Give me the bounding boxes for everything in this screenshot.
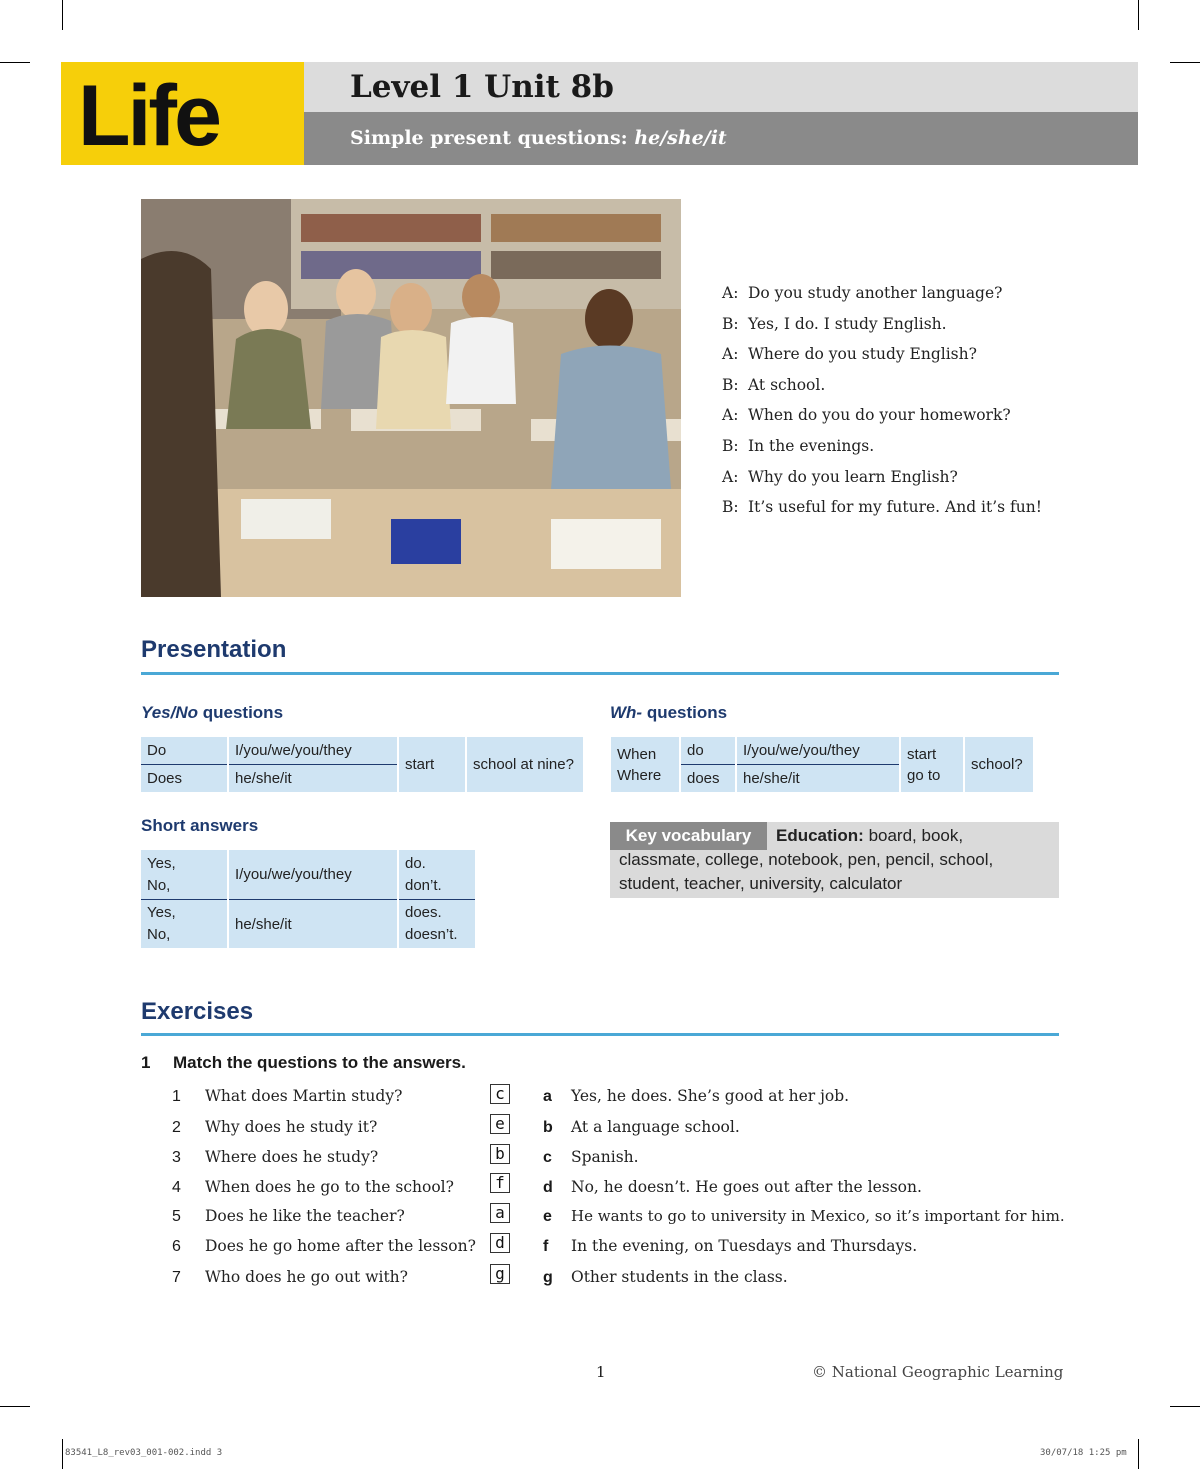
crop-mark bbox=[1138, 1439, 1139, 1469]
dialogue-line: A: Why do you learn English? bbox=[722, 468, 958, 486]
answer-box[interactable]: g bbox=[490, 1264, 510, 1284]
question-number: 2 bbox=[172, 1119, 181, 1136]
answer-text: At a language school. bbox=[571, 1118, 740, 1136]
answer-text: He wants to go to university in Mexico, so it’s important for him. bbox=[571, 1207, 1065, 1225]
question-text: Who does he go out with? bbox=[205, 1268, 408, 1286]
answer-letter: d bbox=[543, 1179, 553, 1196]
wh-verbs: start go to bbox=[901, 737, 963, 792]
life-logo: Life bbox=[78, 68, 219, 164]
wh-aux-does: does bbox=[681, 765, 735, 792]
answer-letter: b bbox=[543, 1119, 553, 1136]
yes-no: Yes, No, bbox=[141, 850, 227, 900]
key-vocabulary-label: Key vocabulary bbox=[610, 822, 767, 850]
answer-box[interactable]: e bbox=[490, 1114, 510, 1134]
crop-mark bbox=[1170, 1406, 1200, 1407]
answer-text: Yes, he does. She’s good at her job. bbox=[571, 1087, 850, 1105]
answer-box[interactable]: c bbox=[490, 1084, 510, 1104]
crop-mark bbox=[1170, 62, 1200, 63]
answer-text: Spanish. bbox=[571, 1148, 639, 1166]
unit-subtitle: Simple present questions: he/she/it bbox=[350, 127, 727, 149]
short-answers-heading: Short answers bbox=[141, 816, 259, 835]
answer-box[interactable]: b bbox=[490, 1144, 510, 1164]
unit-title: Level 1 Unit 8b bbox=[350, 69, 614, 105]
print-slug-date: 30/07/18 1:25 pm bbox=[1040, 1448, 1127, 1458]
question-text: When does he go to the school? bbox=[205, 1178, 454, 1196]
section-divider bbox=[141, 1033, 1059, 1036]
wh-words: When Where bbox=[611, 737, 679, 792]
key-vocabulary-line: classmate, college, notebook, pen, pencil, school, bbox=[619, 850, 994, 869]
answer-box[interactable]: a bbox=[490, 1203, 510, 1223]
yesno-table bbox=[139, 737, 585, 792]
exercise-number: 1 bbox=[141, 1053, 151, 1072]
dialogue-line: B: Yes, I do. I study English. bbox=[722, 315, 947, 333]
short-subject-singular: he/she/it bbox=[229, 900, 397, 948]
crop-mark bbox=[62, 0, 63, 30]
answer-letter: c bbox=[543, 1149, 552, 1166]
question-text: Does he like the teacher? bbox=[205, 1207, 405, 1225]
answer-text: In the evening, on Tuesdays and Thursdays. bbox=[571, 1237, 918, 1255]
do-dont: do. don’t. bbox=[399, 850, 475, 900]
exercises-heading: Exercises bbox=[141, 998, 254, 1025]
dialogue-line: A: Do you study another language? bbox=[722, 284, 1003, 302]
subject-singular: he/she/it bbox=[229, 765, 397, 792]
section-divider bbox=[141, 672, 1059, 675]
dialogue-line: B: In the evenings. bbox=[722, 437, 875, 455]
answer-letter: g bbox=[543, 1269, 553, 1286]
short-subject-plural: I/you/we/you/they bbox=[229, 850, 397, 900]
question-text: Does he go home after the lesson? bbox=[205, 1237, 476, 1255]
does-doesnt: does. doesn’t. bbox=[399, 900, 475, 948]
short-answers-table bbox=[139, 850, 477, 948]
key-vocabulary-line: Education: board, book, bbox=[776, 826, 964, 845]
answer-text: No, he doesn’t. He goes out after the lesson. bbox=[571, 1178, 922, 1196]
page-number: 1 bbox=[596, 1363, 606, 1381]
verb-start: start bbox=[399, 737, 465, 792]
question-number: 5 bbox=[172, 1208, 181, 1225]
crop-mark bbox=[0, 62, 30, 63]
aux-does: Does bbox=[141, 765, 227, 792]
question-number: 1 bbox=[172, 1088, 181, 1105]
crop-mark bbox=[62, 1439, 63, 1469]
answer-letter: e bbox=[543, 1208, 552, 1225]
dialogue-line: B: At school. bbox=[722, 376, 826, 394]
question-number: 3 bbox=[172, 1149, 181, 1166]
question-text: Where does he study? bbox=[205, 1148, 379, 1166]
question-rest: school at nine? bbox=[467, 737, 583, 792]
answer-box[interactable]: f bbox=[490, 1173, 510, 1193]
crop-mark bbox=[0, 1406, 30, 1407]
presentation-heading: Presentation bbox=[141, 636, 287, 663]
classroom-photo bbox=[141, 199, 681, 597]
question-number: 7 bbox=[172, 1269, 181, 1286]
dialogue-line: B: It’s useful for my future. And it’s fun! bbox=[722, 498, 1042, 516]
wh-table bbox=[609, 737, 1035, 792]
answer-box[interactable]: d bbox=[490, 1233, 510, 1253]
question-number: 4 bbox=[172, 1179, 181, 1196]
yesno-heading: Yes/No questions bbox=[141, 703, 284, 722]
answer-text: Other students in the class. bbox=[571, 1268, 788, 1286]
question-text: What does Martin study? bbox=[205, 1087, 403, 1105]
wh-rest: school? bbox=[965, 737, 1033, 792]
key-vocabulary-line: student, teacher, university, calculator bbox=[619, 874, 903, 893]
crop-mark bbox=[1138, 0, 1139, 30]
question-number: 6 bbox=[172, 1238, 181, 1255]
wh-subject-plural: I/you/we/you/they bbox=[737, 737, 899, 765]
subject-plural: I/you/we/you/they bbox=[229, 737, 397, 765]
yes-no: Yes, No, bbox=[141, 900, 227, 948]
wh-heading: Wh- questions bbox=[610, 703, 728, 722]
answer-letter: f bbox=[543, 1238, 549, 1255]
question-text: Why does he study it? bbox=[205, 1118, 378, 1136]
print-slug-file: 83541_L8_rev03_001-002.indd 3 bbox=[65, 1448, 223, 1458]
wh-subject-singular: he/she/it bbox=[737, 765, 899, 792]
answer-letter: a bbox=[543, 1088, 552, 1105]
copyright-notice: © National Geographic Learning bbox=[812, 1363, 1064, 1381]
dialogue-line: A: Where do you study English? bbox=[722, 345, 977, 363]
exercise-instruction: Match the questions to the answers. bbox=[173, 1053, 466, 1072]
dialogue-line: A: When do you do your homework? bbox=[722, 406, 1011, 424]
aux-do: Do bbox=[141, 737, 227, 765]
wh-aux-do: do bbox=[681, 737, 735, 765]
